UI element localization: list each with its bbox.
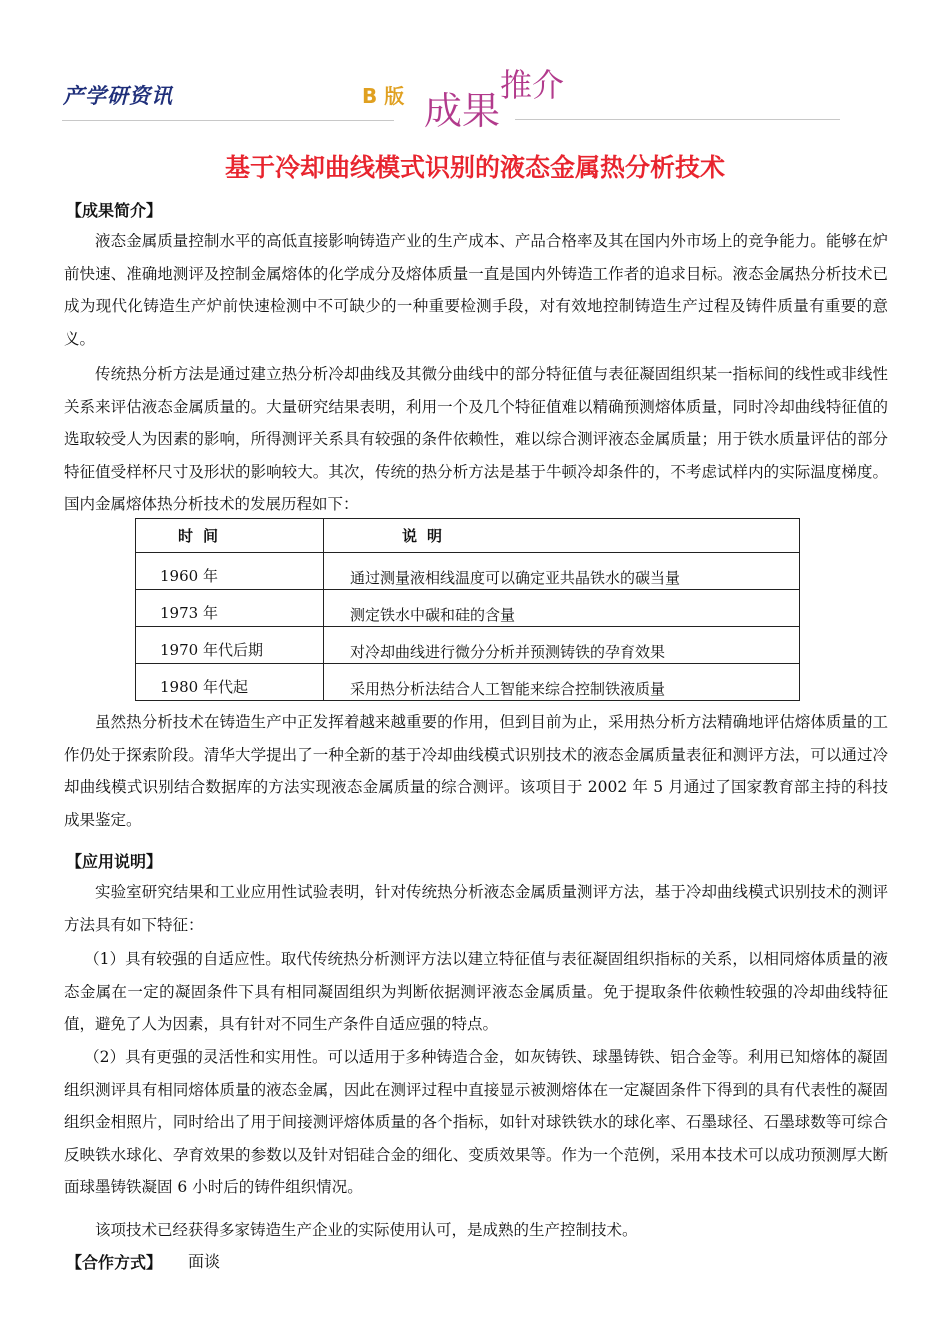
intro-paragraph-3-text: 虽然热分析技术在铸造生产中正发挥着越来越重要的作用，但到目前为止，采用热分析方法精确地评估熔体质量的工作仍处于探索阶段。清华大学提出了一种全新的基于冷却曲线模式识别技术的液态金属质量表征和测评方法，可以通过冷却曲线模式识别结合数据库的方法实现液态金属质量的综合测评。该项目于 2002 年 5 月通过了国家教育部主持的科技成果鉴定。 (64, 713, 888, 829)
edition-label: B 版 (362, 84, 405, 108)
application-paragraph-4 (64, 1214, 888, 1247)
table-header-row (136, 519, 800, 553)
banner-main: 成果 (424, 89, 501, 133)
application-paragraph-1-text: 实验室研究结果和工业应用性试验表明，针对传统热分析液态金属质量测评方法，基于冷却曲线模式识别技术的测评方法具有如下特征： (64, 883, 888, 934)
application-paragraph-1 (64, 876, 888, 941)
table-header-description: 说明 (324, 519, 800, 553)
table-cell-description: 测定铁水中碳和硅的含量 (324, 590, 800, 627)
table-cell-description: 采用热分析法结合人工智能来综合控制铁液质量 (324, 664, 800, 701)
application-paragraph-3 (64, 1041, 888, 1204)
intro-paragraph-2 (64, 358, 888, 521)
table-cell-time: 1980 年代起 (136, 664, 324, 701)
application-paragraph-4-text: 该项技术已经获得多家铸造生产企业的实际使用认可，是成熟的生产控制技术。 (95, 1221, 638, 1239)
section-heading-intro: 【成果简介】 (66, 201, 163, 220)
table-row (136, 590, 800, 627)
table-row (136, 664, 800, 701)
intro-paragraph-1-text: 液态金属质量控制水平的高低直接影响铸造产业的生产成本、产品合格率及其在国内外市场上的竞争能力。能够在炉前快速、准确地测评及控制金属熔体的化学成分及熔体质量一直是国内外铸造工作者的追求目标。液态金属热分析技术已成为现代化铸造生产炉前快速检测中不可缺少的一种重要检测手段，对有效地控制铸造生产过程及铸件质量有重要的意义。 (64, 232, 888, 348)
table-cell-description: 对冷却曲线进行微分分析并预测铸铁的孕育效果 (324, 627, 800, 664)
section-heading-application: 【应用说明】 (66, 852, 163, 871)
table-cell-time: 1970 年代后期 (136, 627, 324, 664)
intro-paragraph-1 (64, 225, 888, 355)
application-paragraph-2 (64, 943, 888, 1041)
table-cell-time: 1960 年 (136, 553, 324, 590)
table-cell-time: 1973 年 (136, 590, 324, 627)
document-title: 基于冷却曲线模式识别的液态金属热分析技术 (224, 153, 725, 182)
intro-paragraph-2-text: 传统热分析方法是通过建立热分析冷却曲线及其微分曲线中的部分特征值与表征凝固组织某一指标间的线性或非线性关系来评估液态金属质量的。大量研究结果表明，利用一个及几个特征值难以精确预测熔体质量，同时冷却曲线特征值的选取较受人为因素的影响，所得测评关系具有较强的条件依赖性，难以综合测评液态金属质量；用于铁水质量评估的部分特征值受样杯尺寸及形状的影响较大。其次，传统的热分析方法是基于牛顿冷却条件的，不考虑试样内的实际温度梯度。国内金属熔体热分析技术的发展历程如下： (64, 365, 888, 513)
table-cell-description: 通过测量液相线温度可以确定亚共晶铁水的碳当量 (324, 553, 800, 590)
table-row (136, 553, 800, 590)
development-history-table (135, 518, 800, 701)
table-row (136, 627, 800, 664)
header-rule-right (515, 119, 840, 120)
intro-paragraph-3 (64, 706, 888, 836)
application-paragraph-3-text: （2）具有更强的灵活性和实用性。可以适用于多种铸造合金，如灰铸铁、球墨铸铁、铝合金等。利用已知熔体的凝固组织测评具有相同熔体质量的液态金属，因此在测评过程中直接显示被测熔体在一定凝固条件下得到的具有代表性的凝固组织金相照片，同时给出了用于间接测评熔体质量的各个指标，如针对球铁铁水的球化率、石墨球径、石墨球数等可综合反映铁水球化、孕育效果的参数以及针对铝硅合金的细化、变质效果等。作为一个范例，采用本技术可以成功预测厚大断面球墨铸铁凝固 6 小时后的铸件组织情况。 (64, 1048, 888, 1196)
section-heading-cooperation: 【合作方式】 (66, 1253, 163, 1272)
banner-sub: 推介 (500, 66, 565, 104)
header-rule-left (62, 120, 394, 121)
column-name: 产学研资讯 (63, 84, 173, 108)
cooperation-method: 面谈 (188, 1252, 221, 1271)
application-paragraph-2-text: （1）具有较强的自适应性。取代传统热分析测评方法以建立特征值与表征凝固组织指标的关系，以相同熔体质量的液态金属在一定的凝固条件下具有相同凝固组织为判断依据测评液态金属质量。免于提取条件依赖性较强的冷却曲线特征值，避免了人为因素，具有针对不同生产条件自适应强的特点。 (64, 950, 888, 1033)
table-header-time: 时间 (136, 519, 324, 553)
